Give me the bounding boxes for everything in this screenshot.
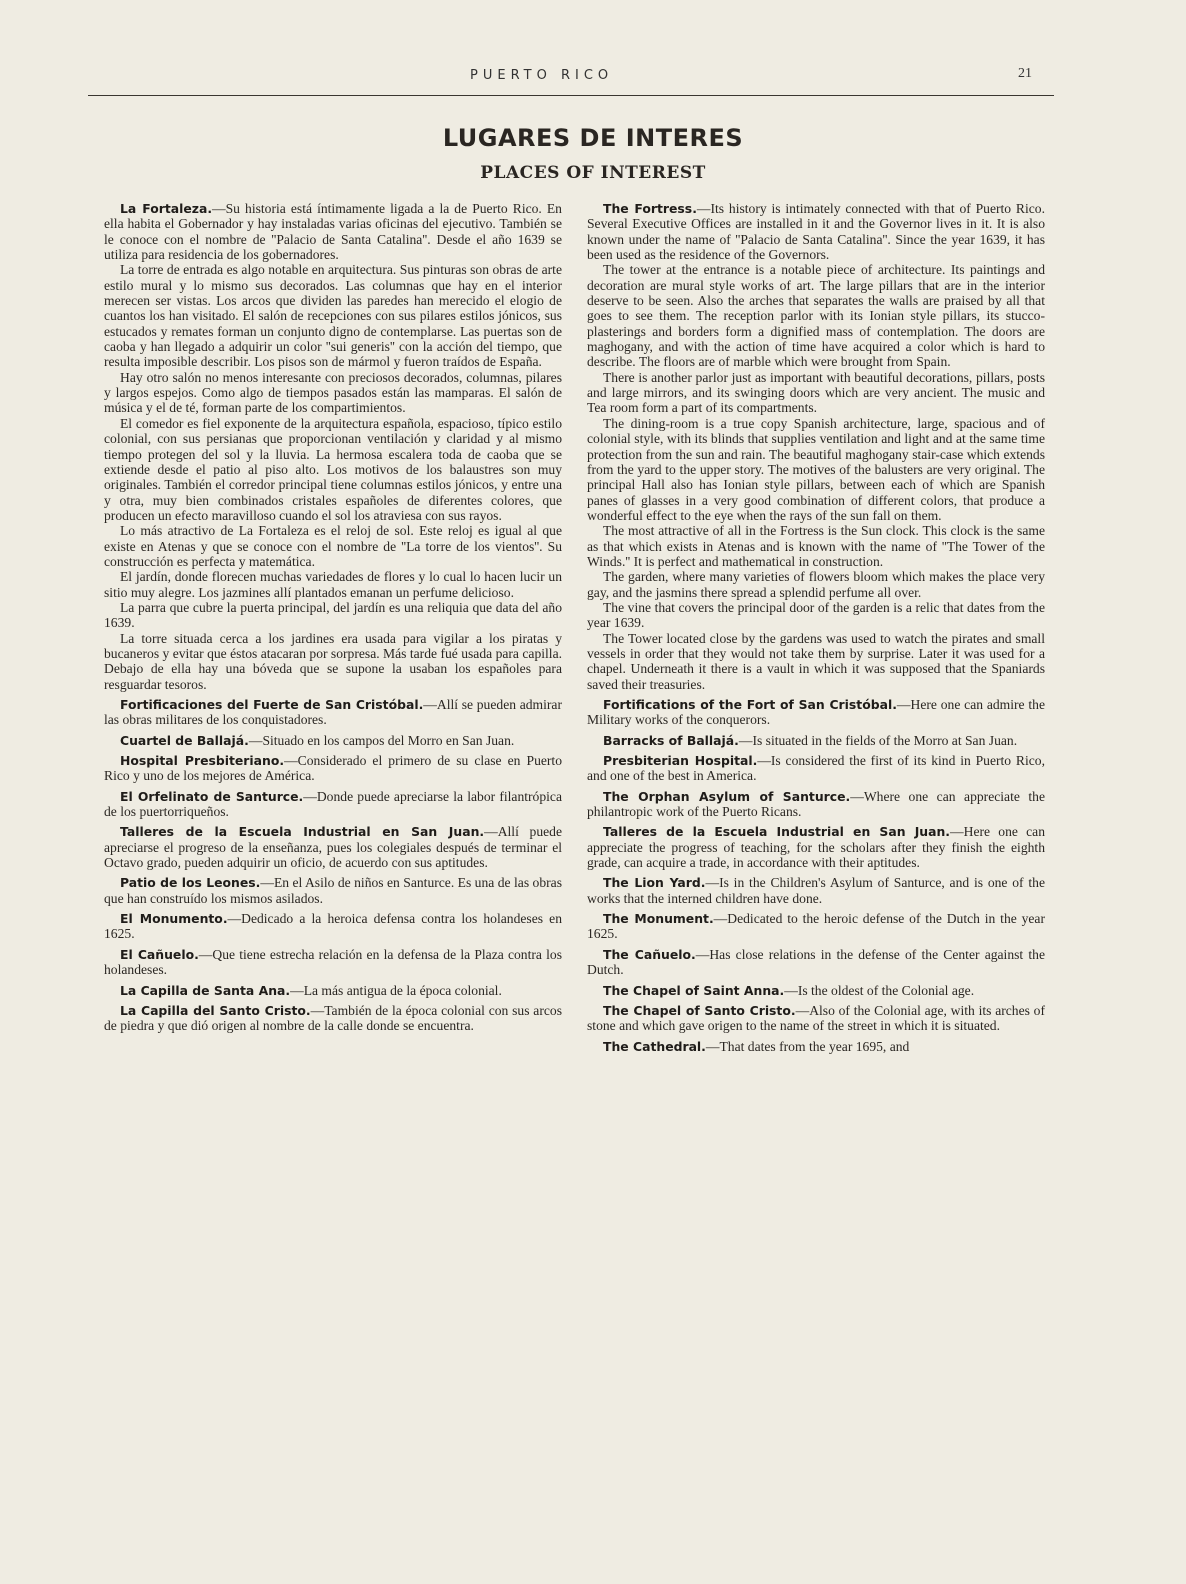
paragraph bbox=[104, 753, 562, 784]
paragraph-text: The dining-room is a true copy Spanish architecture, large, spacious and of colonial style, with its blinds that supplies ventilation and light and at the same time protection from the sun and rain. The beautiful maghogany stair-case which extends from the yard to the upper story. The motives of the balusters are very original. The principal Hall also has Ionian style pillars, between each of which are Spanish panes of glasses in a very good combination of different colors, that produce a wonderful effect to the eye when the rays of the sun fall on them. bbox=[587, 415, 1045, 523]
paragraph-text: —También de la época colonial con sus arcos de piedra y que dió origen al nombre de la calle donde se encuentra. bbox=[104, 1002, 562, 1034]
paragraph bbox=[587, 600, 1045, 631]
paragraph-text: —Is in the Children's Asylum of Santurce, and is one of the works that the interned children have done. bbox=[587, 875, 1045, 906]
entry-heading: El Cañuelo. bbox=[120, 946, 199, 962]
paragraph bbox=[587, 789, 1045, 820]
paragraph-text: The vine that covers the principal door of the garden is a relic that dates from the year 1639. bbox=[587, 599, 1045, 631]
paragraph-text: The Tower located close by the gardens was used to watch the pirates and small vessels in order that they would not take them by surprise. Later it was used for a chapel. Underneath it there is a vault in which it was supposed that the Spaniards saved their treasuries. bbox=[587, 630, 1045, 692]
entry-heading: The Monument. bbox=[603, 911, 714, 927]
paragraph bbox=[587, 875, 1045, 906]
paragraph bbox=[104, 1003, 562, 1034]
paragraph-text: —La más antigua de la época colonial. bbox=[290, 982, 502, 998]
paragraph bbox=[587, 631, 1045, 692]
paragraph-text: El jardín, donde florecen muchas variedades de flores y lo cual lo hacen lucir un sitio muy alegre. Los jazmines allí plantados emanan un perfume delicioso. bbox=[104, 569, 562, 600]
paragraph-text: —Dedicado a la heroica defensa contra los holandeses en 1625. bbox=[104, 911, 562, 942]
entry-heading: Talleres de la Escuela Industrial en San Juan. bbox=[120, 824, 485, 840]
paragraph bbox=[587, 262, 1045, 369]
entry-heading: Barracks of Ballajá. bbox=[603, 732, 739, 748]
header-rule bbox=[88, 95, 1054, 96]
paragraph-text: —En el Asilo de niños en Santurce. Es una de las obras que han construído los mismos asilados. bbox=[104, 875, 562, 906]
paragraph bbox=[104, 370, 562, 416]
paragraph bbox=[587, 983, 1045, 998]
entry-heading: Talleres de la Escuela Industrial en San Juan. bbox=[603, 824, 951, 840]
paragraph-text: —Is considered the first of its kind in Puerto Rico, and one of the best in America. bbox=[587, 753, 1045, 784]
english-column bbox=[587, 201, 1045, 1054]
paragraph bbox=[587, 824, 1045, 870]
paragraph bbox=[104, 523, 562, 569]
entry-heading: El Orfelinato de Santurce. bbox=[120, 788, 304, 804]
entry-heading: La Capilla del Santo Cristo. bbox=[120, 1002, 311, 1018]
entry-heading: The Lion Yard. bbox=[603, 875, 706, 891]
article-subtitle: PLACES OF INTEREST bbox=[480, 163, 706, 183]
paragraph-text: —Here one can admire the Military works of the conquerors. bbox=[587, 697, 1045, 728]
entry-heading: The Cathedral. bbox=[603, 1038, 706, 1054]
paragraph-text: —Donde puede apreciarse la labor filantrópica de los puertorriqueños. bbox=[104, 788, 562, 820]
paragraph-text: The tower at the entrance is a notable piece of architecture. Its paintings and decoration are mural style works of art. The large pillars that are in the interior deserve to be seen. Also the arches that separates the walls are praised by all that goes to see them. The reception parlor with its Ionian style pillars, its stucco-plasterings and borders form a dignified mass of contemplation. The doors are maghogany, and with the action of time have acquired a color which is hard to describe. The floors are of marble which were brought from Spain. bbox=[587, 262, 1045, 370]
paragraph bbox=[587, 416, 1045, 523]
paragraph bbox=[104, 569, 562, 600]
entry-heading: Fortifications of the Fort of San Cristóbal. bbox=[603, 697, 897, 712]
article-title: LUGARES DE INTERES bbox=[442, 124, 744, 152]
paragraph-text: —That dates from the year 1695, and bbox=[705, 1038, 910, 1054]
paragraph-text: —Is situated in the fields of the Morro at San Juan. bbox=[738, 732, 1018, 748]
paragraph bbox=[104, 600, 562, 631]
paragraph bbox=[587, 911, 1045, 942]
paragraph bbox=[587, 733, 1045, 748]
entry-heading: The Cañuelo. bbox=[603, 946, 696, 962]
paragraph bbox=[104, 875, 562, 906]
paragraph-text: Lo más atractivo de La Fortaleza es el reloj de sol. Este reloj es igual al que existe en Atenas y que se conoce con el nombre de ''La torre de los vientos''. Su construcción es perfecta y matemática. bbox=[104, 523, 562, 569]
paragraph-text: La parra que cubre la puerta principal, del jardín es una reliquia que data del año 1639. bbox=[104, 599, 562, 631]
running-title: PUERTO RICO bbox=[470, 68, 614, 83]
paragraph bbox=[104, 789, 562, 820]
paragraph-text: —Considerado el primero de su clase en Puerto Rico y uno de los mejores de América. bbox=[104, 753, 562, 784]
paragraph bbox=[104, 824, 562, 870]
paragraph-text: —Que tiene estrecha relación en la defensa de la Plaza contra los holandeses. bbox=[104, 946, 562, 978]
paragraph-text: —Is the oldest of the Colonial age. bbox=[784, 982, 975, 998]
entry-heading: The Chapel of Santo Cristo. bbox=[603, 1002, 796, 1018]
paragraph-text: —Where one can appreciate the philantropic work of the Puerto Ricans. bbox=[587, 788, 1045, 820]
entry-heading: Presbiterian Hospital. bbox=[603, 753, 758, 769]
paragraph-text: La torre de entrada es algo notable en arquitectura. Sus pinturas son obras de arte estilo mural y lo mismo sus decorados. Las columnas que hay en el interior merecen ser vistas. Los arcos que dividen las paredes han merecido el elogio de cuantos los han visitado. El salón de recepciones con sus pilares estilos jónicos, sus estucados y remates forman un conjunto digno de contemplarse. Las puertas son de caoba y han llegado a adquirir un color ''sui generis'' con la acción del tiempo, que resulta imposible describir. Los pisos son de mármol y fueron traídos de España. bbox=[104, 262, 562, 370]
paragraph bbox=[104, 416, 562, 523]
entry-heading: The Chapel of Saint Anna. bbox=[603, 982, 785, 998]
paragraph-text: The most attractive of all in the Fortress is the Sun clock. This clock is the same as that which exists in Atenas and is known with the name of ''The Tower of the Winds.'' It is perfect and mathematical in construction. bbox=[587, 523, 1045, 569]
paragraph bbox=[104, 697, 562, 728]
paragraph-text: The garden, where many varieties of flowers bloom which makes the place very gay, and the jasmins there spread a splendid perfume all over. bbox=[587, 569, 1045, 600]
entry-heading: La Fortaleza. bbox=[120, 201, 213, 216]
paragraph bbox=[104, 733, 562, 748]
paragraph-text: Hay otro salón no menos interesante con preciosos decorados, columnas, pilares y largos espejos. Como algo de tiempos pasados están las mamparas. El salón de música y el de té, forman parte de los compartimientos. bbox=[104, 369, 562, 416]
paragraph bbox=[104, 947, 562, 978]
paragraph bbox=[104, 262, 562, 369]
paragraph bbox=[587, 523, 1045, 569]
paragraph-text: —Su historia está íntimamente ligada a la de Puerto Rico. En ella habita el Gobernador y hay instaladas varias oficinas del ejecutivo. También se le conoce con el nombre de ''Palacio de Santa Catalina''. Desde el año 1639 se utiliza para residencia de los gobernadores. bbox=[104, 201, 562, 263]
paragraph bbox=[587, 201, 1045, 262]
entry-heading: The Orphan Asylum of Santurce. bbox=[603, 788, 851, 804]
entry-heading: Fortificaciones del Fuerte de San Cristóbal. bbox=[120, 697, 424, 712]
paragraph-text: —Allí puede apreciarse el progreso de la enseñanza, pues los colegiales después de terminar el Octavo grado, pueden adquirir un oficio, de acuerdo con sus aptitudes. bbox=[104, 824, 562, 871]
paragraph bbox=[587, 697, 1045, 728]
entry-heading: La Capilla de Santa Ana. bbox=[120, 982, 291, 998]
entry-heading: Patio de los Leones. bbox=[120, 875, 261, 891]
paragraph bbox=[587, 1003, 1045, 1034]
entry-heading: El Monumento. bbox=[120, 911, 228, 927]
page-number: 21 bbox=[1018, 66, 1032, 81]
paragraph bbox=[104, 201, 562, 262]
paragraph bbox=[587, 947, 1045, 978]
paragraph-text: —Dedicated to the heroic defense of the Dutch in the year 1625. bbox=[587, 911, 1045, 942]
paragraph-text: —Situado en los campos del Morro en San Juan. bbox=[248, 732, 515, 748]
paragraph bbox=[587, 370, 1045, 416]
paragraph bbox=[587, 753, 1045, 784]
spanish-column bbox=[104, 201, 562, 1034]
paragraph bbox=[587, 569, 1045, 600]
paragraph bbox=[104, 983, 562, 998]
paragraph-text: —Here one can appreciate the progress of teaching, for the scholars after they finish the eighth grade, can acquire a trade, in accordance with their aptitudes. bbox=[587, 824, 1046, 871]
paragraph-text: —Its history is intimately connected with that of Puerto Rico. Several Executive Offices are installed in it and the Governor lives in it. It is also known under the name of ''Palacio de Santa Catalina''. Since the year 1639, it has been used as the residence of the Governors. bbox=[587, 201, 1045, 263]
paragraph bbox=[104, 911, 562, 942]
paragraph bbox=[587, 1039, 1045, 1054]
paragraph-text: —Has close relations in the defense of the Center against the Dutch. bbox=[587, 946, 1045, 978]
paragraph-text: —Allí se pueden admirar las obras militares de los conquistadores. bbox=[104, 697, 562, 728]
paragraph-text: La torre situada cerca a los jardines era usada para vigilar a los piratas y bucaneros y evitar que éstos atacaran por sorpresa. Más tarde fué usada para capilla. Debajo de ella hay una bóveda que se supone la usaban los españoles para resguardar tesoros. bbox=[104, 630, 562, 692]
paragraph-text: —Also of the Colonial age, with its arches of stone and which gave origen to the name of the street in which it is situated. bbox=[587, 1002, 1045, 1034]
entry-heading: Hospital Presbiteriano. bbox=[120, 753, 285, 769]
paragraph-text: There is another parlor just as important with beautiful decorations, pillars, posts and large mirrors, and its swinging doors which are very ancient. The music and Tea room form a part of its compartments. bbox=[587, 369, 1045, 416]
paragraph-text: El comedor es fiel exponente de la arquitectura española, espacioso, típico estilo colonial, con sus persianas que proporcionan ventilación y claridad y al mismo tiempo protegen del sol y la lluvia. La hermosa escalera toda de caoba que se extiende desde el patio al piso alto. Los motivos de los balaustres son muy originales. También el corredor principal tiene columnas estilos jónicos, y entre una y otra, muy bien combinados cristales españoles de diferentes colores, que producen un efecto maravilloso cuando el sol los atraviesa con sus rayos. bbox=[104, 415, 562, 523]
entry-heading: The Fortress. bbox=[603, 201, 697, 216]
paragraph bbox=[104, 631, 562, 692]
entry-heading: Cuartel de Ballajá. bbox=[120, 732, 249, 748]
